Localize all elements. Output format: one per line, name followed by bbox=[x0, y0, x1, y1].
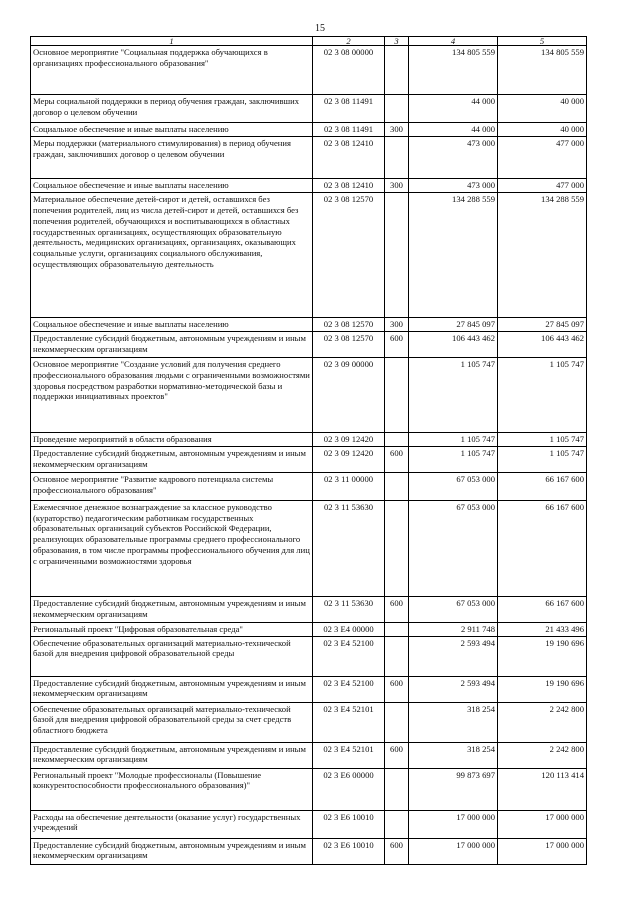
row-vr bbox=[385, 95, 409, 123]
row-value-1: 134 805 559 bbox=[409, 46, 498, 95]
row-value-2: 19 190 696 bbox=[498, 676, 587, 702]
row-value-2: 2 242 800 bbox=[498, 702, 587, 742]
row-code: 02 3 Е4 52101 bbox=[313, 702, 385, 742]
col-header-4: 4 bbox=[409, 37, 498, 46]
row-code: 02 3 11 00000 bbox=[313, 472, 385, 500]
row-value-1: 27 845 097 bbox=[409, 317, 498, 331]
row-value-2: 120 113 414 bbox=[498, 768, 587, 810]
row-code: 02 3 08 12570 bbox=[313, 192, 385, 317]
row-value-2: 477 000 bbox=[498, 178, 587, 192]
col-header-2: 2 bbox=[313, 37, 385, 46]
table-row bbox=[31, 123, 587, 137]
row-vr bbox=[385, 622, 409, 636]
table-row bbox=[31, 622, 587, 636]
row-code: 02 3 08 12570 bbox=[313, 331, 385, 357]
row-vr: 300 bbox=[385, 123, 409, 137]
row-name: Ежемесячное денежное вознаграждение за классное руководство (кураторство) педагогическим работникам государственных образовательных организаций субъектов Российской Федерации, реализующих образовательные программы среднего профессионального образования, в том числе программы профессионального обучения для лиц с ограниченными возможностями здоровья bbox=[31, 500, 313, 596]
table-row bbox=[31, 178, 587, 192]
row-code: 02 3 11 53630 bbox=[313, 596, 385, 622]
table-row bbox=[31, 768, 587, 810]
row-value-2: 17 000 000 bbox=[498, 838, 587, 864]
row-name: Предоставление субсидий бюджетным, автономным учреждениям и иным некоммерческим организациям bbox=[31, 446, 313, 472]
row-value-2: 106 443 462 bbox=[498, 331, 587, 357]
table-row bbox=[31, 636, 587, 676]
row-vr: 600 bbox=[385, 676, 409, 702]
row-value-2: 19 190 696 bbox=[498, 636, 587, 676]
row-value-2: 66 167 600 bbox=[498, 596, 587, 622]
row-vr: 300 bbox=[385, 317, 409, 331]
row-value-1: 473 000 bbox=[409, 178, 498, 192]
row-code: 02 3 11 53630 bbox=[313, 500, 385, 596]
table-row bbox=[31, 331, 587, 357]
row-value-2: 21 433 496 bbox=[498, 622, 587, 636]
row-value-1: 106 443 462 bbox=[409, 331, 498, 357]
row-value-1: 1 105 747 bbox=[409, 432, 498, 446]
row-vr bbox=[385, 432, 409, 446]
row-name: Региональный проект "Молодые профессионалы (Повышение конкурентоспособности профессионального образования)" bbox=[31, 768, 313, 810]
row-name: Расходы на обеспечение деятельности (оказание услуг) государственных учреждений bbox=[31, 810, 313, 838]
row-name: Предоставление субсидий бюджетным, автономным учреждениям и иным некоммерческим организациям bbox=[31, 676, 313, 702]
table-row bbox=[31, 500, 587, 596]
row-code: 02 3 08 00000 bbox=[313, 46, 385, 95]
row-name: Социальное обеспечение и иные выплаты населению bbox=[31, 178, 313, 192]
row-name: Обеспечение образовательных организаций материально-технической базой для внедрения цифровой образовательной среды bbox=[31, 636, 313, 676]
row-value-2: 40 000 bbox=[498, 123, 587, 137]
row-value-1: 17 000 000 bbox=[409, 810, 498, 838]
row-value-2: 134 805 559 bbox=[498, 46, 587, 95]
row-code: 02 3 Е6 00000 bbox=[313, 768, 385, 810]
row-value-2: 1 105 747 bbox=[498, 357, 587, 432]
page-number: 15 bbox=[315, 23, 325, 34]
budget-table bbox=[30, 36, 587, 865]
row-name: Основное мероприятие "Развитие кадрового потенциала системы профессионального образования" bbox=[31, 472, 313, 500]
row-code: 02 3 08 12570 bbox=[313, 317, 385, 331]
row-code: 02 3 Е6 10010 bbox=[313, 838, 385, 864]
row-vr: 600 bbox=[385, 838, 409, 864]
row-value-2: 27 845 097 bbox=[498, 317, 587, 331]
row-code: 02 3 09 00000 bbox=[313, 357, 385, 432]
row-vr bbox=[385, 472, 409, 500]
row-vr bbox=[385, 46, 409, 95]
table-row bbox=[31, 676, 587, 702]
row-vr: 300 bbox=[385, 178, 409, 192]
row-value-2: 477 000 bbox=[498, 136, 587, 178]
row-value-1: 44 000 bbox=[409, 123, 498, 137]
row-code: 02 3 08 12410 bbox=[313, 178, 385, 192]
row-value-1: 1 105 747 bbox=[409, 446, 498, 472]
row-name: Предоставление субсидий бюджетным, автономным учреждениям и иным некоммерческим организациям bbox=[31, 596, 313, 622]
row-vr bbox=[385, 500, 409, 596]
row-value-1: 318 254 bbox=[409, 702, 498, 742]
row-value-1: 44 000 bbox=[409, 95, 498, 123]
row-value-1: 134 288 559 bbox=[409, 192, 498, 317]
row-vr: 600 bbox=[385, 331, 409, 357]
row-name: Основное мероприятие "Создание условий для получения среднего профессионального образования людьми с ограниченными возможностями здоровья посредством разработки нормативно-методической базы и поддержки инициативных проектов" bbox=[31, 357, 313, 432]
row-value-1: 99 873 697 bbox=[409, 768, 498, 810]
table-row bbox=[31, 192, 587, 317]
table-row bbox=[31, 702, 587, 742]
row-value-2: 66 167 600 bbox=[498, 500, 587, 596]
row-name: Социальное обеспечение и иные выплаты населению bbox=[31, 317, 313, 331]
table-row bbox=[31, 742, 587, 768]
table-row bbox=[31, 136, 587, 178]
table-row bbox=[31, 432, 587, 446]
row-code: 02 3 Е4 52101 bbox=[313, 742, 385, 768]
table-row bbox=[31, 838, 587, 864]
row-value-1: 67 053 000 bbox=[409, 472, 498, 500]
row-value-2: 66 167 600 bbox=[498, 472, 587, 500]
row-name: Обеспечение образовательных организаций материально-технической базой для внедрения цифровой образовательной среды за счет средств областного бюджета bbox=[31, 702, 313, 742]
row-vr: 600 bbox=[385, 446, 409, 472]
row-vr bbox=[385, 702, 409, 742]
row-code: 02 3 08 11491 bbox=[313, 123, 385, 137]
row-name: Предоставление субсидий бюджетным, автономным учреждениям и иным некоммерческим организациям bbox=[31, 331, 313, 357]
row-code: 02 3 Е6 10010 bbox=[313, 810, 385, 838]
row-name: Предоставление субсидий бюджетным, автономным учреждениям и иным некоммерческим организациям bbox=[31, 838, 313, 864]
row-value-2: 40 000 bbox=[498, 95, 587, 123]
row-value-1: 17 000 000 bbox=[409, 838, 498, 864]
row-code: 02 3 08 12410 bbox=[313, 136, 385, 178]
row-vr bbox=[385, 136, 409, 178]
row-value-2: 1 105 747 bbox=[498, 432, 587, 446]
row-code: 02 3 08 11491 bbox=[313, 95, 385, 123]
row-vr: 600 bbox=[385, 742, 409, 768]
row-name: Региональный проект "Цифровая образовательная среда" bbox=[31, 622, 313, 636]
table-row bbox=[31, 596, 587, 622]
table-row bbox=[31, 472, 587, 500]
row-value-2: 134 288 559 bbox=[498, 192, 587, 317]
table-row bbox=[31, 95, 587, 123]
row-value-1: 318 254 bbox=[409, 742, 498, 768]
row-code: 02 3 Е4 00000 bbox=[313, 622, 385, 636]
row-code: 02 3 09 12420 bbox=[313, 432, 385, 446]
row-value-1: 2 911 748 bbox=[409, 622, 498, 636]
row-value-1: 1 105 747 bbox=[409, 357, 498, 432]
row-vr bbox=[385, 768, 409, 810]
row-code: 02 3 Е4 52100 bbox=[313, 636, 385, 676]
col-header-1: 1 bbox=[31, 37, 313, 46]
row-value-1: 67 053 000 bbox=[409, 596, 498, 622]
row-value-1: 2 593 494 bbox=[409, 636, 498, 676]
row-code: 02 3 09 12420 bbox=[313, 446, 385, 472]
table-row bbox=[31, 446, 587, 472]
row-value-1: 473 000 bbox=[409, 136, 498, 178]
row-value-2: 2 242 800 bbox=[498, 742, 587, 768]
row-name: Меры социальной поддержки в период обучения граждан, заключивших договор о целевом обучении bbox=[31, 95, 313, 123]
row-name: Основное мероприятие "Социальная поддержка обучающихся в организациях профессионального образования" bbox=[31, 46, 313, 95]
row-vr: 600 bbox=[385, 596, 409, 622]
row-name: Предоставление субсидий бюджетным, автономным учреждениям и иным некоммерческим организациям bbox=[31, 742, 313, 768]
row-name: Меры поддержки (материального стимулирования) в период обучения граждан, заключивших договор о целевом обучении bbox=[31, 136, 313, 178]
row-name: Проведение мероприятий в области образования bbox=[31, 432, 313, 446]
row-vr bbox=[385, 357, 409, 432]
table-row bbox=[31, 46, 587, 95]
row-name: Социальное обеспечение и иные выплаты населению bbox=[31, 123, 313, 137]
col-header-3: 3 bbox=[385, 37, 409, 46]
row-code: 02 3 Е4 52100 bbox=[313, 676, 385, 702]
row-value-2: 17 000 000 bbox=[498, 810, 587, 838]
table-row bbox=[31, 810, 587, 838]
row-vr bbox=[385, 810, 409, 838]
row-vr bbox=[385, 636, 409, 676]
table-row bbox=[31, 317, 587, 331]
col-header-5: 5 bbox=[498, 37, 587, 46]
row-vr bbox=[385, 192, 409, 317]
row-value-1: 2 593 494 bbox=[409, 676, 498, 702]
table-row bbox=[31, 357, 587, 432]
row-value-1: 67 053 000 bbox=[409, 500, 498, 596]
row-name: Материальное обеспечение детей-сирот и детей, оставшихся без попечения родителей, лиц из числа детей-сирот и детей, оставшихся без попечения родителей, обучающихся и воспитывающихся в областных государственных организациях, осуществляющих образовательную деятельность, медицинских организациях, организациях, оказывающих социальные услуги, организациях социального обслуживания, осуществляющих образовательную деятельность bbox=[31, 192, 313, 317]
column-index-row bbox=[31, 37, 587, 46]
row-value-2: 1 105 747 bbox=[498, 446, 587, 472]
